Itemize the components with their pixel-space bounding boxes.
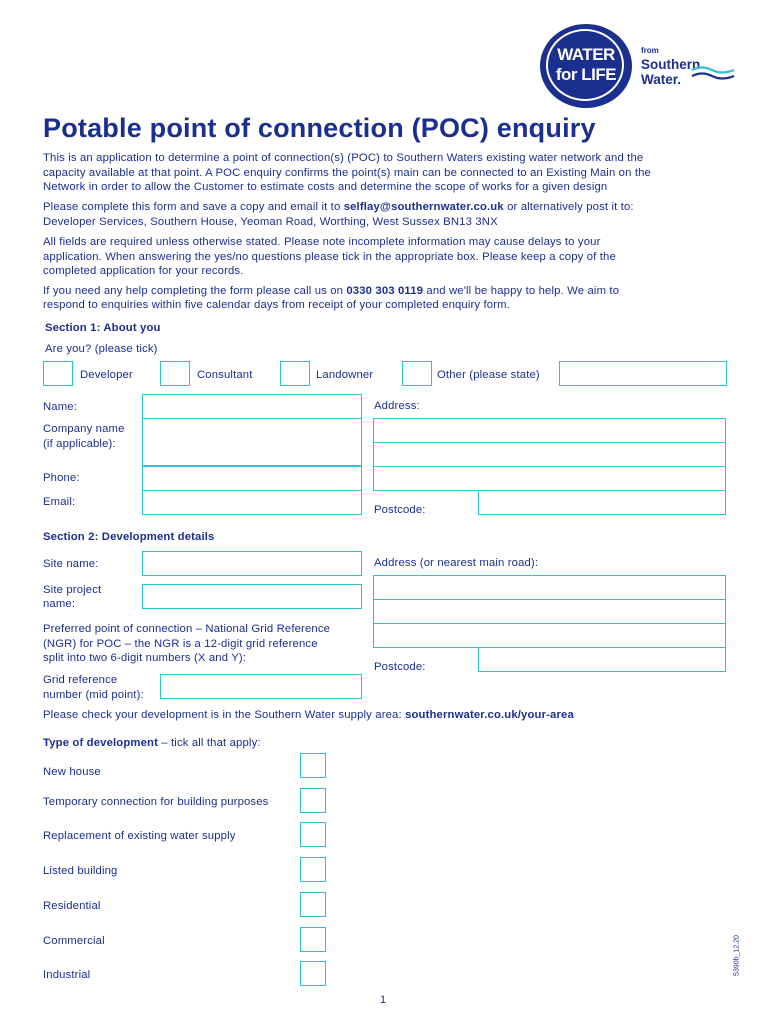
ngr-label-l1: Preferred point of connection – National Grid Reference (43, 623, 331, 635)
intro-p1-l2: capacity available at that point. A POC enquiry confirms the point(s) main can be connected to an Existing Main on the (43, 167, 651, 179)
grid-label-l2: number (mid point): (43, 689, 144, 701)
address-label: Address: (374, 400, 420, 412)
intro-p3-l3: completed application for your records. (43, 265, 244, 277)
type-label-residential: Residential (43, 900, 101, 912)
type-label-commercial: Commercial (43, 935, 105, 947)
page-title: Potable point of connection (POC) enquiry (43, 113, 596, 143)
brand-southern: Southern (641, 57, 701, 72)
type-label-listed: Listed building (43, 865, 118, 877)
supply-area-note: Please check your development is in the Southern Water supply area: southernwater.co.uk/your-area (43, 709, 574, 721)
form-code: 5390b_12.20 (733, 935, 741, 976)
logo-line1: WATER (557, 45, 615, 64)
ngr-label-l2: (NGR) for POC – the NGR is a 12-digit grid reference (43, 638, 318, 650)
company-field[interactable] (142, 418, 362, 466)
intro-p4-l1: If you need any help completing the form please call us on 0330 303 0119 and we'll be happy to help. We aim to (43, 285, 620, 297)
other-state-field[interactable] (559, 361, 727, 386)
intro-p4-l2: respond to enquiries within five calendar days from receipt of your completed enquiry form. (43, 299, 511, 311)
company-label-l1: Company name (43, 423, 125, 435)
type-label-temporary: Temporary connection for building purposes (43, 796, 269, 808)
address-field-3[interactable] (373, 466, 726, 491)
email-field[interactable] (142, 490, 362, 515)
section2-heading: Section 2: Development details (43, 531, 215, 543)
name-field[interactable] (142, 394, 362, 419)
site-project-label-l1: Site project (43, 584, 102, 596)
help-phone: 0330 303 0119 (346, 285, 424, 297)
address-field-1[interactable] (373, 418, 726, 443)
type-label-replacement: Replacement of existing water supply (43, 830, 236, 842)
site-postcode-label: Postcode: (374, 661, 426, 673)
type-heading: Type of development – tick all that apply: (43, 737, 261, 749)
are-you-label: Are you? (please tick) (45, 343, 158, 355)
intro-p3-l2: application. When answering the yes/no questions please tick in the appropriate box. Please keep a copy of the (43, 251, 616, 263)
wave-icon (690, 64, 736, 82)
type-checkbox-temporary[interactable] (300, 788, 326, 813)
brand-water: Water. (641, 72, 682, 87)
grid-reference-field[interactable] (160, 674, 362, 699)
landowner-label: Landowner (316, 369, 374, 381)
type-label-new-house: New house (43, 766, 101, 778)
email-link[interactable]: selflay@southernwater.co.uk (343, 201, 504, 213)
developer-label: Developer (80, 369, 133, 381)
developer-checkbox[interactable] (43, 361, 73, 386)
site-address-field-3[interactable] (373, 623, 726, 648)
intro-p3-l1: All fields are required unless otherwise stated. Please note incomplete information may cause delays to your (43, 236, 601, 248)
site-address-field-1[interactable] (373, 575, 726, 600)
ngr-label-l3: split into two 6-digit numbers (X and Y): (43, 652, 247, 664)
site-name-field[interactable] (142, 551, 362, 576)
intro-p2-l2: Developer Services, Southern House, Yeoman Road, Worthing, West Sussex BN13 3NX (43, 216, 498, 228)
type-checkbox-new-house[interactable] (300, 753, 326, 778)
type-checkbox-commercial[interactable] (300, 927, 326, 952)
site-project-field[interactable] (142, 584, 362, 609)
phone-label: Phone: (43, 472, 80, 484)
site-name-label: Site name: (43, 558, 99, 570)
name-label: Name: (43, 401, 78, 413)
water-for-life-logo (540, 24, 632, 108)
address-field-2[interactable] (373, 442, 726, 467)
intro-p2-l1: Please complete this form and save a copy and email it to selflay@southernwater.co.uk or alternatively post it to: (43, 201, 634, 213)
postcode-field[interactable] (478, 490, 726, 515)
page-number: 1 (380, 994, 387, 1006)
intro-p1-l3: Network in order to allow the Customer to estimate costs and determine the scope of works for a given design (43, 181, 608, 193)
landowner-checkbox[interactable] (280, 361, 310, 386)
site-project-label-l2: name: (43, 598, 76, 610)
phone-field[interactable] (142, 466, 362, 491)
other-checkbox[interactable] (402, 361, 432, 386)
email-label: Email: (43, 496, 76, 508)
supply-area-link[interactable]: southernwater.co.uk/your-area (405, 709, 574, 721)
grid-label-l1: Grid reference (43, 674, 118, 686)
consultant-checkbox[interactable] (160, 361, 190, 386)
intro-p1-l1: This is an application to determine a point of connection(s) (POC) to Southern Waters existing water network and the (43, 152, 644, 164)
logo-from: from (641, 46, 659, 55)
address-main-label: Address (or nearest main road): (374, 557, 539, 569)
type-checkbox-residential[interactable] (300, 892, 326, 917)
other-label: Other (please state) (437, 369, 540, 381)
company-label-l2: (if applicable): (43, 438, 116, 450)
postcode-label: Postcode: (374, 504, 426, 516)
type-label-industrial: Industrial (43, 969, 91, 981)
type-checkbox-industrial[interactable] (300, 961, 326, 986)
section1-heading: Section 1: About you (45, 322, 161, 334)
consultant-label: Consultant (197, 369, 253, 381)
site-address-field-2[interactable] (373, 599, 726, 624)
type-checkbox-listed[interactable] (300, 857, 326, 882)
type-checkbox-replacement[interactable] (300, 822, 326, 847)
site-postcode-field[interactable] (478, 647, 726, 672)
logo-line2: for LIFE (555, 65, 617, 84)
